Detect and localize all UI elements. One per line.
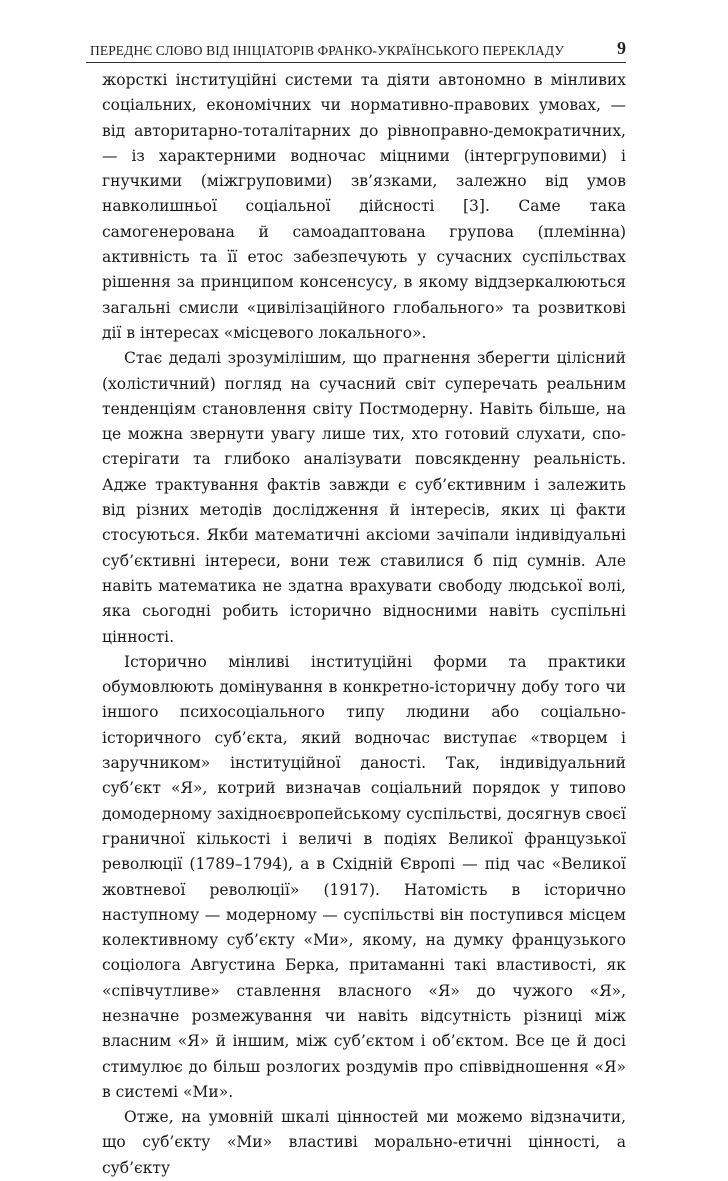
body-text <box>102 68 626 1181</box>
paragraph-continued: жорсткі інституційні системи та діяти автономно в мінливих соціальних, економічних чи нормативно-правових умовах, — від авторитарно-тоталітарних до рівноправно-демократичних, — із характерними водночас міцними (інтергруповими) і гнучкими (міжгруповими) зв’язками, залежно від умов навколишньої соціальної дійсності [3]. Саме така самогенерована й самоадаптована групова (племінна) активність та її етос забезпечують у сучасних суспільствах рішення за принципом консенсусу, в якому віддзеркалюються загальні смисли «цивілізаційного глобального» та розвиткові дії в інтересах «місцевого локального». <box>102 71 626 342</box>
paragraph: Стає дедалі зрозумілішим, що прагнення зберегти цілісний (холістичний) погляд на сучасний світ суперечать реальним тенденціям становлення світу Постмодерну. Навіть більше, на це можна звернути увагу лише тих, хто готовий слухати, спостерігати та глибоко аналізувати повсякденну реальність. Адже трактування фактів завжди є суб’єктивним і залежить від різних методів дослідження й інтересів, яких ці факти стосуються. Якби математичні аксіоми зачіпали індивідуальні суб’єктивні інтереси, вони теж ставилися б під сумнів. Але навіть математика не здатна врахувати свободу людської волі, яка сьогодні робить історично відносними навіть суспільні цінності. <box>102 349 626 646</box>
paragraph: Отже, на умовній шкалі цінностей ми можемо відзначити, що суб’єкту «Ми» властиві морально-етичні цінності, а суб’єкту <box>102 1108 626 1177</box>
running-header <box>86 38 626 63</box>
running-header-title: ПЕРЕДНЄ СЛОВО ВІД ІНІЦІАТОРІВ ФРАНКО-УКРАЇНСЬКОГО ПЕРЕКЛАДУ <box>90 43 564 58</box>
paragraph: Історично мінливі інституційні форми та практики обумовлюють домінування в конкретно-історичну добу того чи іншого психосоціального типу людини або соціально-історичного суб’єкта, який водночас виступає «творцем і заручником» інституційної даності. Так, індивідуальний суб’єкт «Я», котрий визначав соціальний порядок у типово домодерному західноєвропейському суспільстві, досягнув своєї граничної кількості і величі в подіях Великої французької революції (1789–1794), а в Східній Європі — під час «Великої жовтневої революції» (1917). Натомість в історично наступному — модерному — суспільстві він поступився місцем колективному суб’єкту «Ми», якому, на думку французького соціолога Августина Берка, притаманні такі властивості, як «співчутливе» ставлення власного «Я» до чужого «Я», незначне розмежування чи навіть відсутність різниці між власним «Я» й іншим, між суб’єктом і об’єктом. Все це й досі стимулює до більш розлогих роздумів про співвідношення «Я» в системі «Ми». <box>102 652 626 1101</box>
page-number: 9 <box>617 38 626 58</box>
